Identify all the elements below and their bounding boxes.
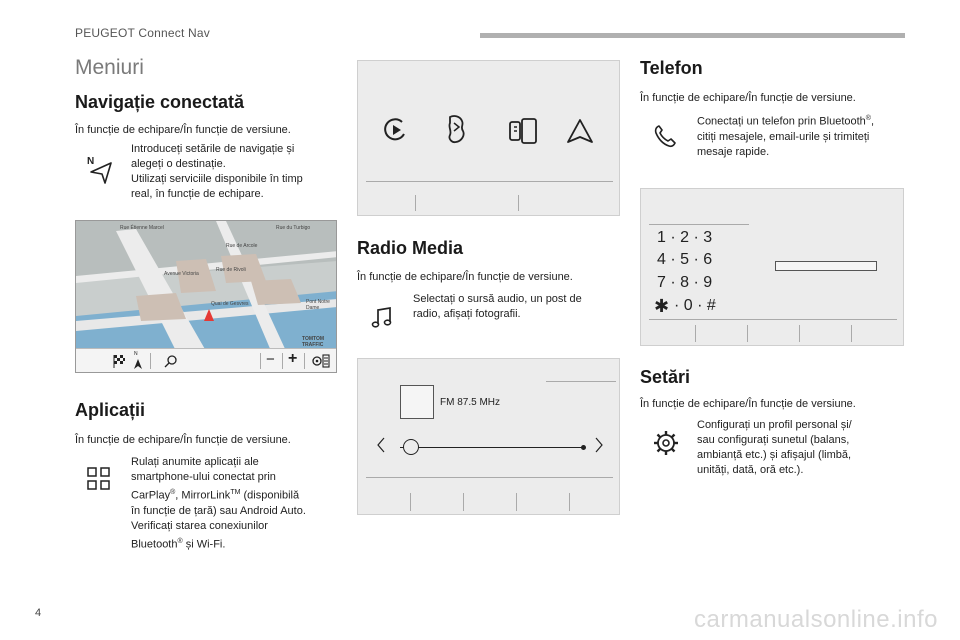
phone-title: Telefon bbox=[640, 58, 703, 78]
nav-subtitle: În funcție de echipare/În funcție de versiune. bbox=[75, 124, 291, 136]
keypad-row-3[interactable]: 7 · 8 · 9 bbox=[657, 274, 713, 291]
navigation-map-screen bbox=[75, 220, 337, 373]
chevron-right-icon[interactable] bbox=[594, 437, 604, 458]
screen-tab-divider bbox=[799, 325, 800, 342]
street-label: Rue Étienne Marcel bbox=[120, 225, 164, 231]
header-bar bbox=[480, 33, 905, 38]
trademark-mark: TM bbox=[230, 489, 241, 496]
zoom-in-button[interactable]: + bbox=[288, 350, 298, 367]
search-icon[interactable] bbox=[164, 354, 178, 373]
radio-line-2: radio, afișați fotografii. bbox=[413, 308, 521, 320]
nav-line-4: real, în funcție de echipare. bbox=[131, 188, 264, 200]
frequency-slider-end bbox=[581, 445, 586, 450]
apps-title: Aplicații bbox=[75, 400, 146, 420]
apps-subtitle: În funcție de echipare/În funcție de versiune. bbox=[75, 434, 291, 446]
radio-line-1: Selectați o sursă audio, un post de bbox=[413, 293, 582, 305]
radio-title: Radio Media bbox=[357, 238, 464, 258]
station-frequency: FM 87.5 MHz bbox=[440, 397, 501, 408]
screen-tab-divider bbox=[518, 195, 519, 211]
apps-description bbox=[131, 455, 341, 552]
settings-line-4: unități, dată, oră etc.). bbox=[697, 464, 804, 476]
navigation-arrow-icon bbox=[87, 155, 115, 190]
apps-line-3 bbox=[131, 485, 341, 504]
phone-bluetooth-text: Conectați un telefon prin Bluetooth bbox=[697, 115, 866, 128]
phone-number-field[interactable] bbox=[775, 261, 877, 271]
nav-line-3: Utilizați serviciile disponibile în timp bbox=[131, 173, 303, 185]
settings-title: Setări bbox=[640, 367, 691, 387]
screen-tab-divider bbox=[415, 195, 416, 211]
phone-subtitle: În funcție de echipare/În funcție de versiune. bbox=[640, 92, 856, 104]
registered-mark: ® bbox=[170, 489, 176, 496]
street-label: Rue de Arcole bbox=[226, 243, 258, 249]
settings-line-1: Configurați un profil personal și/ bbox=[697, 419, 852, 431]
street-label: Quai de Gesvres bbox=[211, 301, 249, 307]
apps-line-6 bbox=[131, 534, 341, 553]
screen-divider bbox=[649, 224, 749, 225]
phone-description bbox=[697, 111, 912, 160]
apps-line-5: Verificați starea conexiunilor bbox=[131, 519, 268, 532]
compass-label: N bbox=[134, 351, 138, 357]
gear-icon bbox=[653, 430, 679, 461]
nav-title: Navigație conectată bbox=[75, 92, 245, 112]
screen-tab-divider bbox=[851, 325, 852, 342]
screen-divider bbox=[366, 181, 613, 182]
keypad-row-2[interactable]: 4 · 5 · 6 bbox=[657, 251, 713, 268]
phone-line-2: citiți mesajele, email-urile și trimiteți bbox=[697, 130, 870, 143]
registered-mark: ® bbox=[865, 115, 871, 122]
frequency-slider-track[interactable] bbox=[400, 447, 584, 448]
header-title: PEUGEOT Connect Nav bbox=[75, 26, 210, 40]
map-toolbar bbox=[76, 348, 336, 372]
apps-grid-icon bbox=[87, 467, 111, 496]
screen-tab-divider bbox=[463, 493, 464, 511]
mirror-screen-icon[interactable] bbox=[508, 117, 538, 150]
screen-divider bbox=[546, 381, 616, 382]
compass-icon[interactable] bbox=[133, 357, 143, 373]
phone-handset-icon bbox=[653, 124, 677, 153]
street-label: Rue de Rivoli bbox=[216, 267, 246, 273]
settings-line-2: sau configurați sunetul (balans, bbox=[697, 434, 850, 446]
traffic-label-2: TRAFFIC bbox=[302, 342, 324, 348]
checkered-flag-icon[interactable] bbox=[112, 354, 126, 373]
wifi-text: și Wi-Fi. bbox=[182, 538, 226, 551]
apps-screen bbox=[357, 60, 620, 216]
street-label: Rue du Turbigo bbox=[276, 225, 311, 231]
page-title: Meniuri bbox=[75, 56, 144, 79]
toolbar-divider bbox=[304, 353, 305, 369]
chevron-left-icon[interactable] bbox=[376, 437, 386, 458]
nav-description bbox=[131, 142, 336, 202]
radio-subtitle: În funcție de echipare/În funcție de versiune. bbox=[357, 271, 573, 283]
map-graphic bbox=[76, 221, 337, 351]
watermark: carmanualsonline.info bbox=[694, 606, 938, 633]
screen-tab-divider bbox=[569, 493, 570, 511]
station-artwork bbox=[400, 385, 434, 419]
traffic-label-1: TOMTOM bbox=[302, 336, 325, 342]
nav-line-2: alegeți o destinație. bbox=[131, 158, 226, 170]
screen-tab-divider bbox=[747, 325, 748, 342]
phone-comma: , bbox=[870, 115, 875, 128]
carplay-text: CarPlay bbox=[131, 489, 171, 502]
bluetooth-text: Bluetooth bbox=[131, 538, 178, 551]
phone-line-1 bbox=[697, 111, 912, 130]
toolbar-divider bbox=[150, 353, 151, 369]
toolbar-divider bbox=[260, 353, 261, 369]
phone-screen bbox=[640, 188, 904, 346]
screen-divider bbox=[649, 319, 897, 320]
screen-tab-divider bbox=[695, 325, 696, 342]
screen-tab-divider bbox=[410, 493, 411, 511]
play-icon[interactable] bbox=[382, 116, 410, 149]
svg-text:N: N bbox=[87, 156, 95, 167]
toolbar-divider bbox=[282, 353, 283, 369]
radio-description bbox=[413, 292, 618, 322]
street-label: Pont Notre Dame bbox=[306, 299, 330, 311]
keypad-row-4[interactable]: · 0 · # bbox=[674, 297, 716, 314]
zoom-out-button[interactable]: − bbox=[266, 351, 275, 368]
peugeot-lion-icon[interactable] bbox=[442, 113, 470, 150]
radio-screen bbox=[357, 358, 620, 515]
settings-subtitle: În funcție de echipare/În funcție de versiune. bbox=[640, 398, 856, 410]
settings-description bbox=[697, 418, 912, 478]
music-note-icon bbox=[370, 306, 394, 335]
android-auto-icon[interactable] bbox=[566, 117, 594, 150]
screen-divider bbox=[366, 477, 613, 478]
page-number: 4 bbox=[35, 607, 42, 619]
keypad-row-1[interactable]: 1 · 2 · 3 bbox=[657, 229, 713, 246]
screen-tab-divider bbox=[516, 493, 517, 511]
apps-line-2: smartphone-ului conectat prin bbox=[131, 471, 276, 483]
nav-line-1: Introduceți setările de navigație și bbox=[131, 143, 295, 155]
settings-line-3: ambianță etc.) și afișajul (limbă, bbox=[697, 449, 852, 461]
registered-mark: ® bbox=[177, 537, 183, 545]
availability-text: (disponibilă bbox=[240, 489, 300, 502]
map-settings-icon[interactable] bbox=[311, 353, 331, 373]
apps-line-4: în funcție de țară) sau Android Auto. bbox=[131, 504, 306, 517]
phone-line-3: mesaje rapide. bbox=[697, 145, 770, 158]
apps-line-1: Rulați anumite aplicații ale bbox=[131, 456, 259, 468]
frequency-slider-handle[interactable] bbox=[403, 439, 419, 455]
mirrorlink-text: , MirrorLink bbox=[175, 489, 231, 502]
street-label: Avenue Victoria bbox=[164, 271, 199, 277]
star-key[interactable]: ✱ bbox=[654, 296, 670, 316]
